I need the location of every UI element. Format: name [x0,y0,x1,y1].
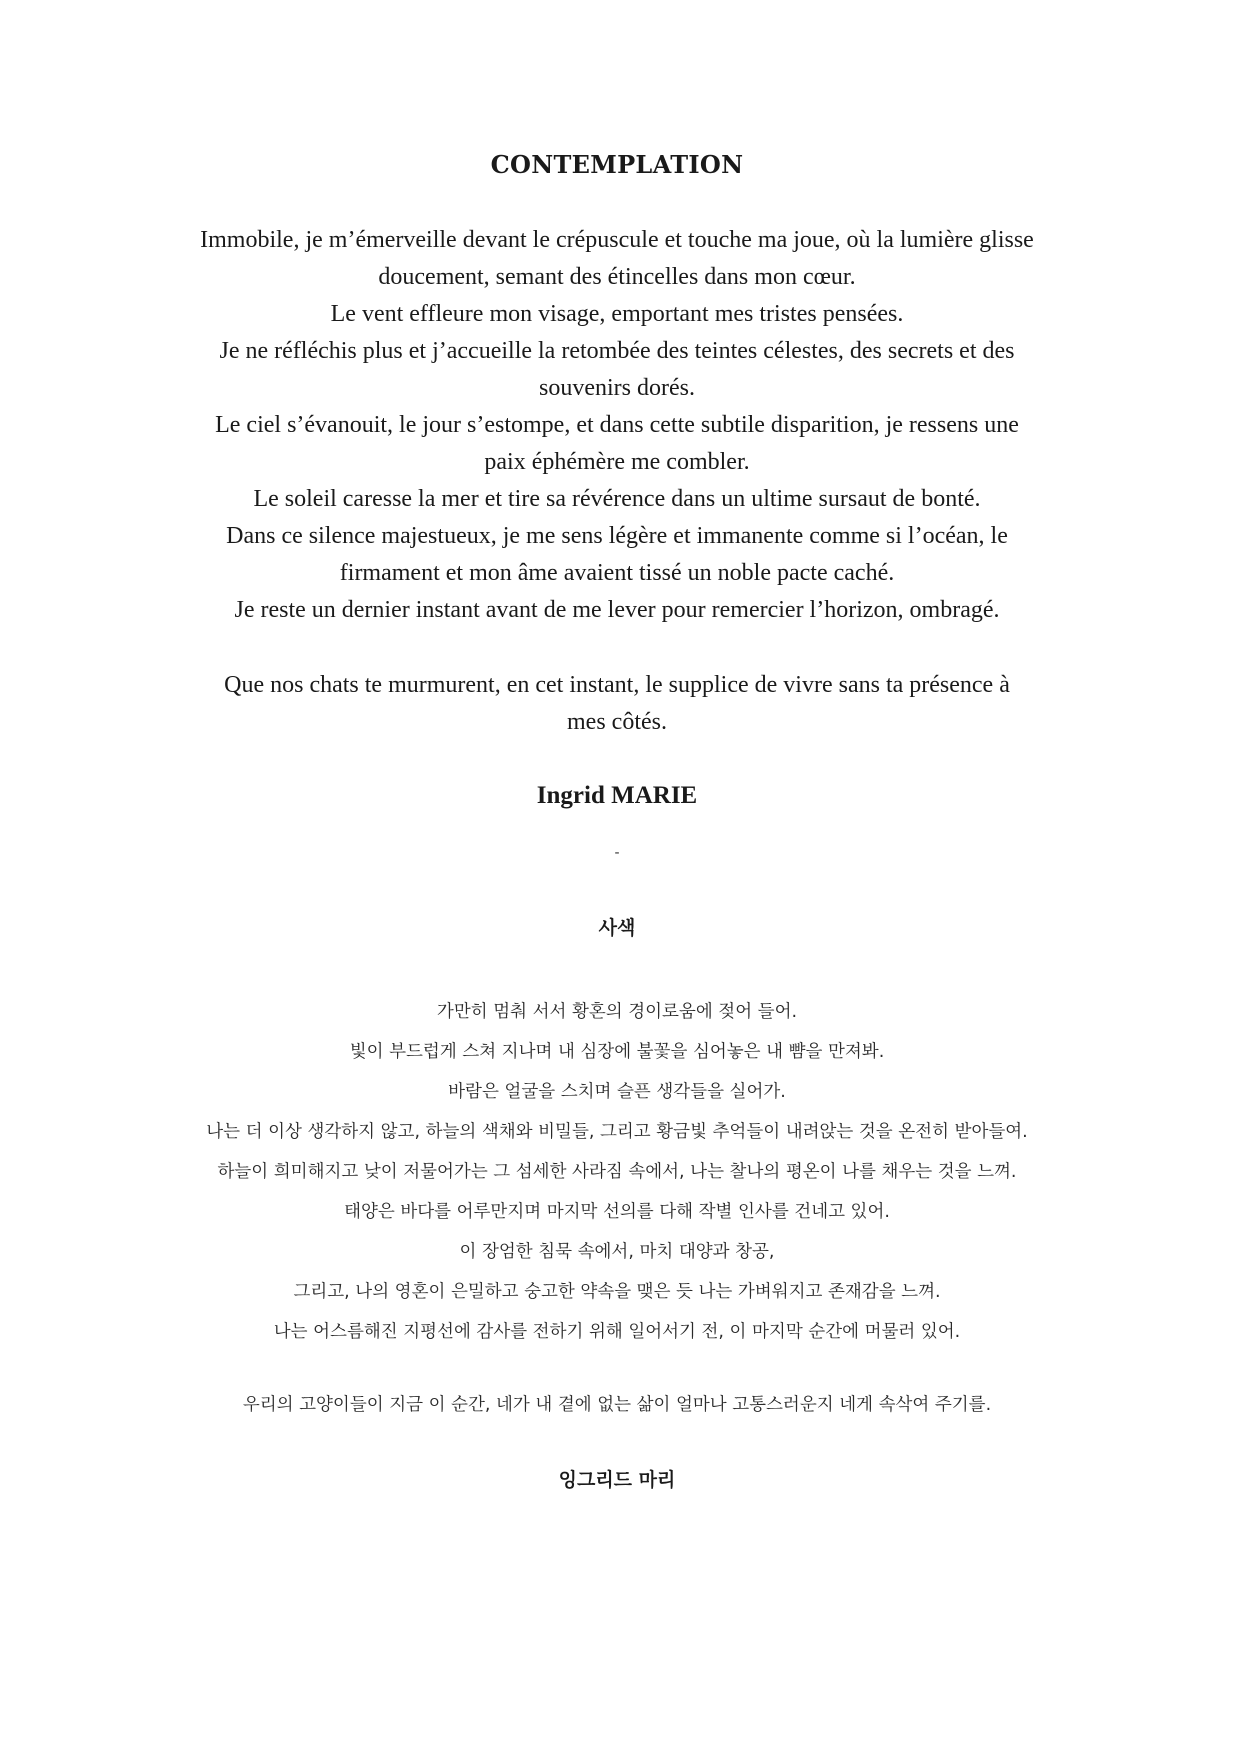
korean-poem-line: 그리고, 나의 영혼이 은밀하고 숭고한 약속을 맺은 듯 나는 가벼워지고 존재감을 느껴. [293,1282,941,1302]
korean-poem-line: 태양은 바다를 어루만지며 마지막 선의를 다해 작별 인사를 건네고 있어. [344,1202,890,1222]
french-poem-line: Le ciel s’évanouit, le jour s’estompe, et dans cette subtile disparition, je ressens une [215,412,1019,438]
french-poem-line: firmament et mon âme avaient tissé un noble pacte caché. [339,560,895,586]
french-poem-line: Je reste un dernier instant avant de me lever pour remercier l’horizon, ombragé. [234,597,1000,623]
french-closing-line: Que nos chats te murmurent, en cet instant, le supplice de vivre sans ta présence à [224,672,1010,698]
korean-poem-line: 나는 더 이상 생각하지 않고, 하늘의 색채와 비밀들, 그리고 황금빛 추억들이 내려앉는 것을 온전히 받아들여. [206,1122,1028,1142]
french-poem-line: paix éphémère me combler. [484,449,750,475]
french-poem-title: CONTEMPLATION [490,150,744,179]
french-poem-line: Le vent effleure mon visage, emportant mes tristes pensées. [330,301,904,327]
french-poem-line: Je ne réfléchis plus et j’accueille la retombée des teintes célestes, des secrets et des [219,338,1015,364]
korean-poem-closing: 우리의 고양이들이 지금 이 순간, 네가 내 곁에 없는 삶이 얼마나 고통스러운지 네게 속삭여 주기를. [242,1395,992,1415]
french-closing-line: mes côtés. [567,709,667,735]
french-poem-author: Ingrid MARIE [536,782,698,809]
korean-poem-line: 하늘이 희미해지고 낮이 저물어가는 그 섬세한 사라짐 속에서, 나는 찰나의 평온이 나를 채우는 것을 느껴. [217,1162,1017,1182]
korean-poem-author: 잉그리드 마리 [558,1469,676,1491]
korean-poem-line: 이 장엄한 침묵 속에서, 마치 대양과 창공, [459,1242,775,1262]
korean-poem-title: 사색 [598,917,636,939]
korean-poem-line: 빛이 부드럽게 스쳐 지나며 내 심장에 불꽃을 심어놓은 내 뺨을 만져봐. [349,1042,885,1062]
french-poem-line: doucement, semant des étincelles dans mon cœur. [378,264,856,290]
french-poem-body [130,222,1104,629]
french-poem-closing [130,667,1104,741]
korean-poem-line: 나는 어스름해진 지평선에 감사를 전하기 위해 일어서기 전, 이 마지막 순간에 머물러 있어. [273,1322,961,1342]
section-separator: - [614,845,620,861]
korean-poem-line: 바람은 얼굴을 스치며 슬픈 생각들을 실어가. [448,1082,786,1102]
french-poem-line: souvenirs dorés. [539,375,695,401]
korean-poem-line: 가만히 멈춰 서서 황혼의 경이로움에 젖어 들어. [436,1002,798,1022]
french-poem-line: Immobile, je m’émerveille devant le crépuscule et touche ma joue, où la lumière glisse [200,227,1034,253]
french-poem-line: Dans ce silence majestueux, je me sens légère et immanente comme si l’océan, le [226,523,1008,549]
french-poem-line: Le soleil caresse la mer et tire sa révérence dans un ultime sursaut de bonté. [253,486,981,512]
korean-poem-body [130,992,1104,1352]
